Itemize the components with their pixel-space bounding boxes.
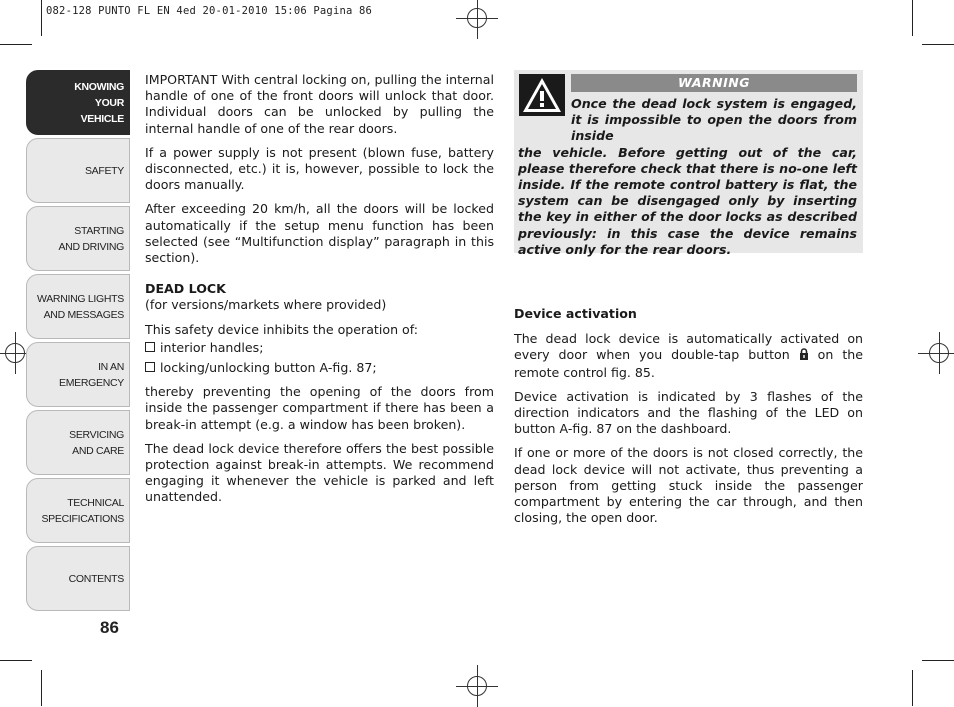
padlock-icon: [799, 348, 809, 364]
right-column: [514, 306, 863, 534]
paragraph: This safety device inhibits the operation of:: [145, 321, 418, 337]
tab-label: IN AN EMERGENCY: [59, 360, 124, 389]
list-item: [145, 340, 494, 356]
print-slug: 082-128 PUNTO FL EN 4ed 20-01-2010 15:06 Pagina 86: [46, 5, 373, 17]
crop-mark: [0, 44, 32, 45]
crop-mark: [912, 0, 913, 36]
section-subheading: (for versions/markets where provided): [145, 297, 387, 313]
crop-mark: [0, 660, 32, 661]
tab-starting-and-driving[interactable]: [26, 206, 130, 271]
tab-in-an-emergency[interactable]: [26, 342, 130, 407]
crop-mark: [922, 44, 954, 45]
tab-servicing-and-care[interactable]: [26, 410, 130, 475]
crop-mark: [922, 660, 954, 661]
section-heading: Device activation: [514, 306, 637, 321]
list-item-text: interior handles;: [160, 339, 264, 355]
section-heading: DEAD LOCK: [145, 281, 226, 297]
registration-mark-right: [926, 340, 952, 366]
tab-label: SERVICING AND CARE: [69, 428, 124, 457]
crop-mark: [41, 670, 42, 706]
paragraph: IMPORTANT With central locking on, pulling the internal handle of one of the front doors will unlock that door. Individual doors can be unlocked by pulling the internal handle of one of the rear doors.: [145, 72, 494, 136]
paragraph: After exceeding 20 km/h, all the doors will be locked automatically if the setup menu function has been selected (see “Multifunction display” paragraph in this section).: [145, 201, 494, 266]
tab-warning-lights[interactable]: [26, 274, 130, 339]
paragraph: thereby preventing the opening of the doors from inside the passenger compartment if there has been a break-in attempt (e.g. a window has been broken).: [145, 384, 494, 432]
tab-knowing-your-vehicle[interactable]: [26, 70, 130, 135]
tab-label: CONTENTS: [68, 572, 124, 585]
registration-mark-top: [464, 5, 490, 31]
tab-technical-specifications[interactable]: [26, 478, 130, 543]
warning-title: WARNING: [571, 74, 857, 92]
paragraph: [514, 331, 863, 381]
page-number: 86: [100, 618, 119, 637]
tab-label: TECHNICAL SPECIFICATIONS: [41, 496, 124, 525]
tab-label: STARTING AND DRIVING: [58, 224, 124, 253]
tab-contents[interactable]: [26, 546, 130, 611]
left-column: [145, 72, 494, 514]
crop-mark: [912, 670, 913, 706]
tab-label: WARNING LIGHTS AND MESSAGES: [37, 292, 124, 321]
list-item-text: locking/unlocking button A-fig. 87;: [160, 360, 377, 376]
list-item: [145, 360, 494, 376]
text-span: The dead lock device is automatically activated on every door when you double-tap button: [514, 331, 863, 363]
warning-box: [514, 70, 863, 257]
warning-line: Once the dead lock system is engaged, it is impossible to open the doors from inside: [571, 96, 857, 144]
text-span: on the remote control fig. 85.: [514, 347, 863, 380]
warning-text: [518, 96, 857, 258]
crop-mark: [41, 0, 42, 36]
tab-label: KNOWING YOUR VEHICLE: [74, 80, 124, 125]
tab-label: SAFETY: [84, 164, 124, 177]
paragraph: Device activation is indicated by 3 flashes of the direction indicators and the flashing of the LED on button A-fig. 87 on the dashboard.: [514, 388, 863, 437]
registration-mark-bottom: [464, 673, 490, 699]
checkbox-bullet-icon: [145, 362, 155, 372]
checkbox-bullet-icon: [145, 342, 155, 352]
warning-line: the vehicle. Before getting out of the car, please therefore check that there is no-one left inside. If the remote control battery is flat, the system can be disengaged only by inserting the key in either of the door locks as described previously: in this case the device remains active only for the rear doors.: [518, 144, 857, 257]
paragraph: If a power supply is not present (blown fuse, battery disconnected, etc.) it is, however, possible to lock the doors manually.: [145, 144, 494, 193]
bullet-list: [145, 340, 494, 376]
paragraph: The dead lock device therefore offers the best possible protection against break-in attempts. We recommend engaging it whenever the vehicle is parked and left unattended.: [145, 440, 494, 505]
paragraph: If one or more of the doors is not closed correctly, the dead lock device will not activate, thus preventing a person from getting stuck inside the passenger compartment by entering the car through, and then closing, the open door.: [514, 445, 863, 526]
tab-safety[interactable]: [26, 138, 130, 203]
registration-mark-left: [2, 340, 28, 366]
